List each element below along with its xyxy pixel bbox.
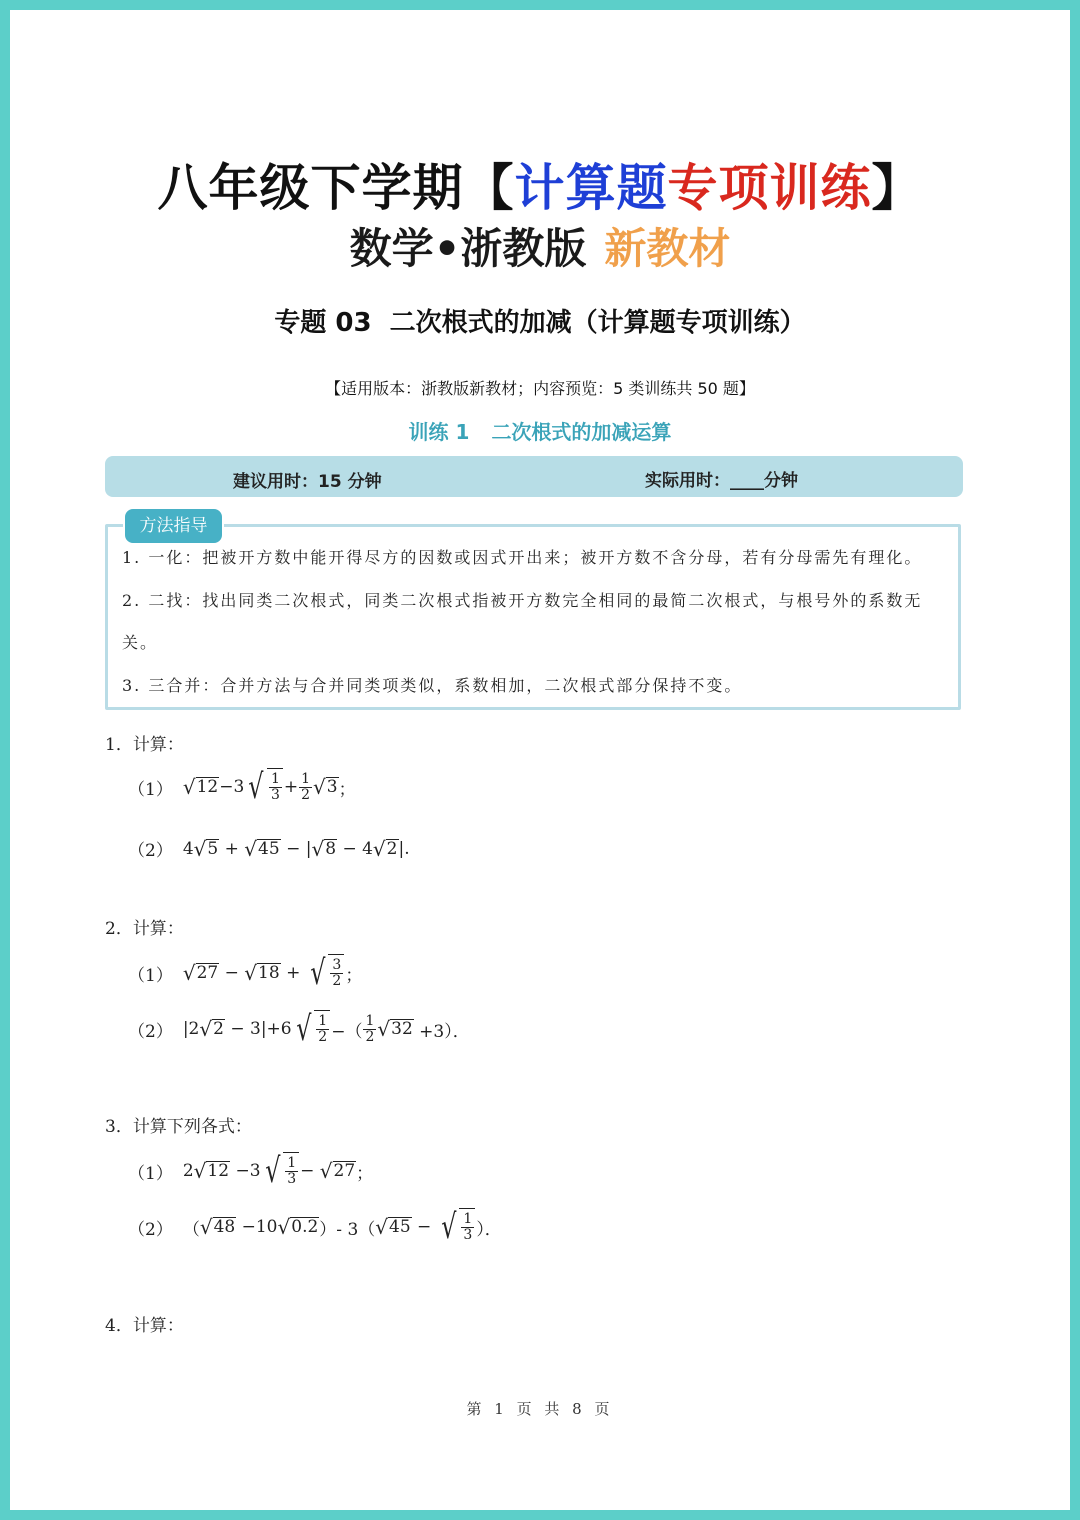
term: −3 [230, 1161, 261, 1181]
title-red-part: 专项训练 [667, 159, 872, 217]
term: |2 [182, 1019, 200, 1039]
term: −3 [219, 777, 245, 797]
time-bar [105, 456, 963, 497]
term: − 3|+6 [224, 1019, 292, 1039]
method-line: 3. 三合并：合并方法与合并同类项类似，系数相加，二次根式部分保持不变。 [122, 676, 743, 695]
part-number: （1） [128, 1163, 173, 1184]
sub-question [128, 836, 410, 861]
term: 2 [182, 1161, 194, 1181]
method-line: 1. 一化：把被开方数中能开得尽方的因数或因式开出来；被开方数不含分母，若有分母需先有理化。 [122, 548, 923, 567]
training-label: 训练 1 [408, 420, 470, 444]
radical: √ 2 [372, 836, 398, 861]
document-page [10, 10, 1070, 1510]
radical-fraction: √ $\frac{1}{3}$ [245, 768, 283, 806]
radical: √ 5 [193, 836, 219, 861]
radical: √ 3 [313, 775, 338, 799]
punct: ； [338, 779, 356, 800]
main-title [10, 148, 1070, 220]
operator: − [300, 1161, 320, 1181]
method-line: 2. 二找：找出同类二次根式，同类二次根式指被开方数完全相同的最简二次根式，与根号外的系数无 [122, 591, 923, 610]
punct: ； [345, 965, 363, 986]
term: （ [182, 1219, 200, 1240]
radical: √ 45 [375, 1215, 411, 1239]
title-part: 八年级下学期【 [157, 159, 515, 217]
term: ）- 3（ [319, 1219, 376, 1240]
part-number: （1） [128, 779, 173, 800]
part-number: （1） [128, 965, 173, 986]
term: −10 [236, 1217, 278, 1237]
part-number: （2） [128, 1021, 173, 1042]
sub-question [128, 1152, 373, 1190]
training-heading [10, 416, 1070, 445]
radical-fraction: √ $\frac{3}{2}$ [307, 954, 345, 992]
subtitle-text: 数学•浙教版 [349, 224, 587, 273]
radical: √ 12 [193, 1159, 230, 1183]
operator: − | [280, 838, 312, 859]
term: ）． [476, 1219, 502, 1240]
radical: √ 18 [244, 961, 280, 985]
title-part: 】 [871, 159, 923, 217]
edition-note: 【适用版本：浙教版新教材；内容预览：5 类训练共 50 题】 [325, 379, 755, 398]
method-guide-tag: 方法指导 [123, 507, 224, 545]
punct: |. [398, 838, 410, 859]
radical: √ 12 [182, 775, 219, 799]
operator: + [219, 838, 245, 859]
fraction: $\frac{1}{2}$ [365, 1012, 375, 1045]
suggested-time: 建议用时：15 分钟 [233, 472, 382, 492]
radical-fraction: √ $\frac{1}{2}$ [293, 1010, 331, 1048]
operator: − [219, 963, 245, 983]
radical: √ 32 [377, 1017, 413, 1041]
part-number: （2） [128, 1219, 173, 1240]
punct: ； [356, 1163, 374, 1184]
subtitle-highlight: 新教材 [604, 224, 731, 273]
term: +3）． [413, 1021, 470, 1042]
question-title: 4．计算： [105, 1316, 184, 1336]
operator: + [280, 963, 306, 983]
training-name: 二次根式的加减运算 [491, 420, 672, 444]
term: 4 [182, 838, 194, 859]
page-footer: 第 1 页 共 8 页 [466, 1400, 614, 1418]
sub-question [128, 1010, 470, 1048]
title-blue-part: 计算题 [514, 159, 668, 217]
radical-fraction: √ $\frac{1}{3}$ [438, 1208, 476, 1246]
sub-question [128, 1208, 502, 1246]
question-title: 2．计算： [105, 919, 184, 939]
fraction: $\frac{1}{2}$ [301, 770, 311, 803]
radical: √ 27 [182, 961, 219, 985]
radical: √ 2 [199, 1017, 224, 1041]
radical: √ 8 [311, 836, 337, 861]
sub-question [128, 768, 356, 806]
subtitle [10, 216, 1070, 276]
operator: −（ [331, 1021, 363, 1042]
operator: − [411, 1217, 437, 1237]
operator: + [283, 777, 299, 797]
radical: √ 0.2 [277, 1215, 319, 1239]
term: − 4 [337, 838, 373, 859]
radical: √ 48 [199, 1215, 236, 1239]
actual-time: 实际用时：____分钟 [645, 471, 798, 491]
sub-question [128, 954, 362, 992]
question-title: 3．计算下列各式： [105, 1117, 252, 1137]
method-line: 关。 [122, 633, 159, 652]
topic-heading: 专题 03 二次根式的加减（计算题专项训练） [274, 308, 806, 338]
radical-fraction: √ $\frac{1}{3}$ [262, 1152, 300, 1190]
radical: √ 27 [319, 1159, 356, 1183]
part-number: （2） [128, 841, 173, 861]
radical: √ 45 [244, 836, 280, 861]
question-title: 1．计算： [105, 735, 184, 755]
